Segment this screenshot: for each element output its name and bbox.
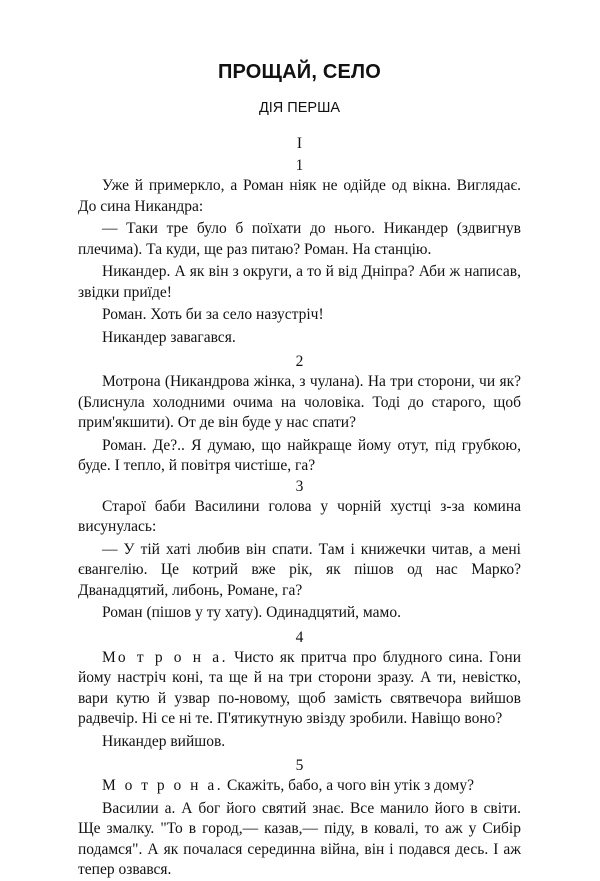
scene-5-paragraph-2: Василии а. А бог його святий знає. Все манило його в світи. Ще змалку. "То в город,— казав,— піду, в ковалі, то аж у Сибір подамся". А як почалася серединна війна, він і подався десь. І аж тепер озвався. [78, 799, 521, 878]
scene-number-1: 1 [295, 157, 304, 174]
scene-number-3: 3 [295, 477, 304, 495]
scene-5-paragraph-1 [78, 776, 521, 797]
scene-1-paragraph-1: Уже й примеркло, а Роман ніяк не одійде од вікна. Виглядає. До сина Никандра: [78, 177, 521, 215]
scene-1-paragraph-5: Никандер завагався. [102, 328, 236, 346]
scene-1-paragraph-4: Роман. Хоть би за село назустріч! [102, 306, 324, 323]
scene-4-paragraph-2: Никандер вийшов. [102, 732, 226, 750]
scene-1-paragraph-2: — Таки тре було б поїхати до нього. Никандер (здвигнув плечима). Та куди, ще раз питаю? Роман. На станцію. [78, 220, 521, 258]
scene-number-4: 4 [295, 628, 304, 646]
scene-number-5: 5 [295, 757, 304, 774]
scene-1-paragraph-3: Никандер. А як він з округи, а то й від Дніпра? Аби ж написав, звідки приїде! [78, 263, 521, 301]
scene-4-paragraph-1-text: Чисто як притча про блудного сина. Гони йому настріч коні, та ще й на три сторони зразу. А ти, невістко, вари кутю й узвар по-новому, щоб замість святвечора вийшов радвечір. Ні се ні те. П'ятикутную звізду зробили. Навіщо воно? [78, 648, 521, 727]
scene-2-paragraph-2: Роман. Де?.. Я думаю, що найкраще йому отут, під грубкою, буде. І тепло, й повітря чистіше, га? [78, 436, 521, 474]
play-title: ПРОЩАЙ, СЕЛО [217, 61, 382, 83]
scene-2-paragraph-1: Мотрона (Никандрова жінка, з чулана). На три сторони, чи як? (Блиснула холодними очима на чоловіка. Тоді до старого, щоб прим'якшити). От де він буде у нас спати? [78, 373, 521, 431]
scene-3-paragraph-1: Старої баби Василини голова у чорній хустці з-за комина висунулась: [78, 497, 521, 535]
scene-3-paragraph-2: — У тій хаті любив він спати. Там і книжечки читав, а мені євангелію. Це котрий вже рік, як пішов од нас Марко? Дванадцятий, либонь, Романе, га? [78, 540, 521, 599]
scene-number-2: 2 [295, 353, 304, 370]
act-heading: ДІЯ ПЕРША [258, 100, 341, 116]
scene-4-paragraph-1 [78, 648, 521, 730]
part-numeral: I [296, 135, 303, 152]
speaker-name: Мо т р о н а. [102, 648, 228, 666]
speaker-name: М о т р о н а. [102, 777, 224, 794]
scene-3-paragraph-3: Роман (пішов у ту хату). Одинадцятий, мамо. [102, 604, 401, 621]
scene-5-paragraph-1-text: Скажіть, бабо, а чого він утік з дому? [223, 777, 474, 794]
